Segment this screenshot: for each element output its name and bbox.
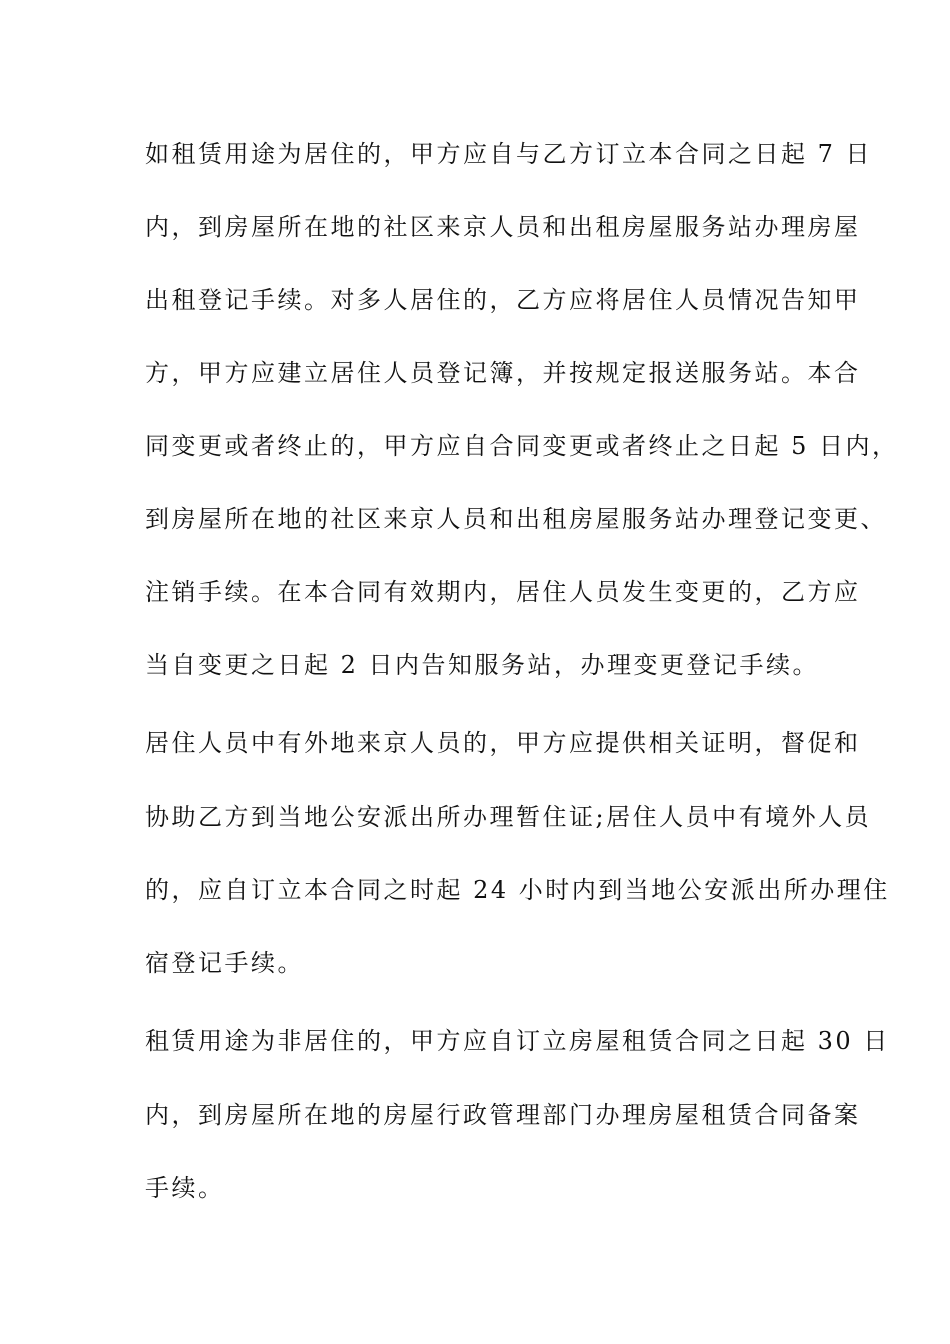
paragraph-line: 内，到房屋所在地的社区来京人员和出租房屋服务站办理房屋 — [145, 213, 861, 241]
paragraph-line: 到房屋所在地的社区来京人员和出租房屋服务站办理登记变更、 — [145, 505, 887, 533]
paragraph-line: 出租登记手续。对多人居住的，乙方应将居住人员情况告知甲 — [145, 286, 861, 314]
paragraph-line: 手续。 — [145, 1174, 225, 1202]
paragraph-line: 协助乙方到当地公安派出所办理暂住证;居住人员中有境外人员 — [145, 803, 872, 831]
paragraph-line: 租赁用途为非居住的，甲方应自订立房屋租赁合同之日起 30 日 — [145, 1027, 890, 1055]
paragraph-line: 当自变更之日起 2 日内告知服务站，办理变更登记手续。 — [145, 651, 820, 679]
paragraph-line: 注销手续。在本合同有效期内，居住人员发生变更的，乙方应 — [145, 578, 861, 606]
paragraph-line: 同变更或者终止的，甲方应自合同变更或者终止之日起 5 日内， — [145, 432, 899, 460]
paragraph-line: 居住人员中有外地来京人员的，甲方应提供相关证明，督促和 — [145, 729, 861, 757]
paragraph-line: 如租赁用途为居住的，甲方应自与乙方订立本合同之日起 7 日 — [145, 140, 873, 168]
paragraph-line: 的，应自订立本合同之时起 24 小时内到当地公安派出所办理住 — [145, 876, 890, 904]
paragraph-line: 内，到房屋所在地的房屋行政管理部门办理房屋租赁合同备案 — [145, 1101, 861, 1129]
paragraph-line: 方，甲方应建立居住人员登记簿，并按规定报送服务站。本合 — [145, 359, 861, 387]
paragraph-line: 宿登记手续。 — [145, 949, 304, 977]
